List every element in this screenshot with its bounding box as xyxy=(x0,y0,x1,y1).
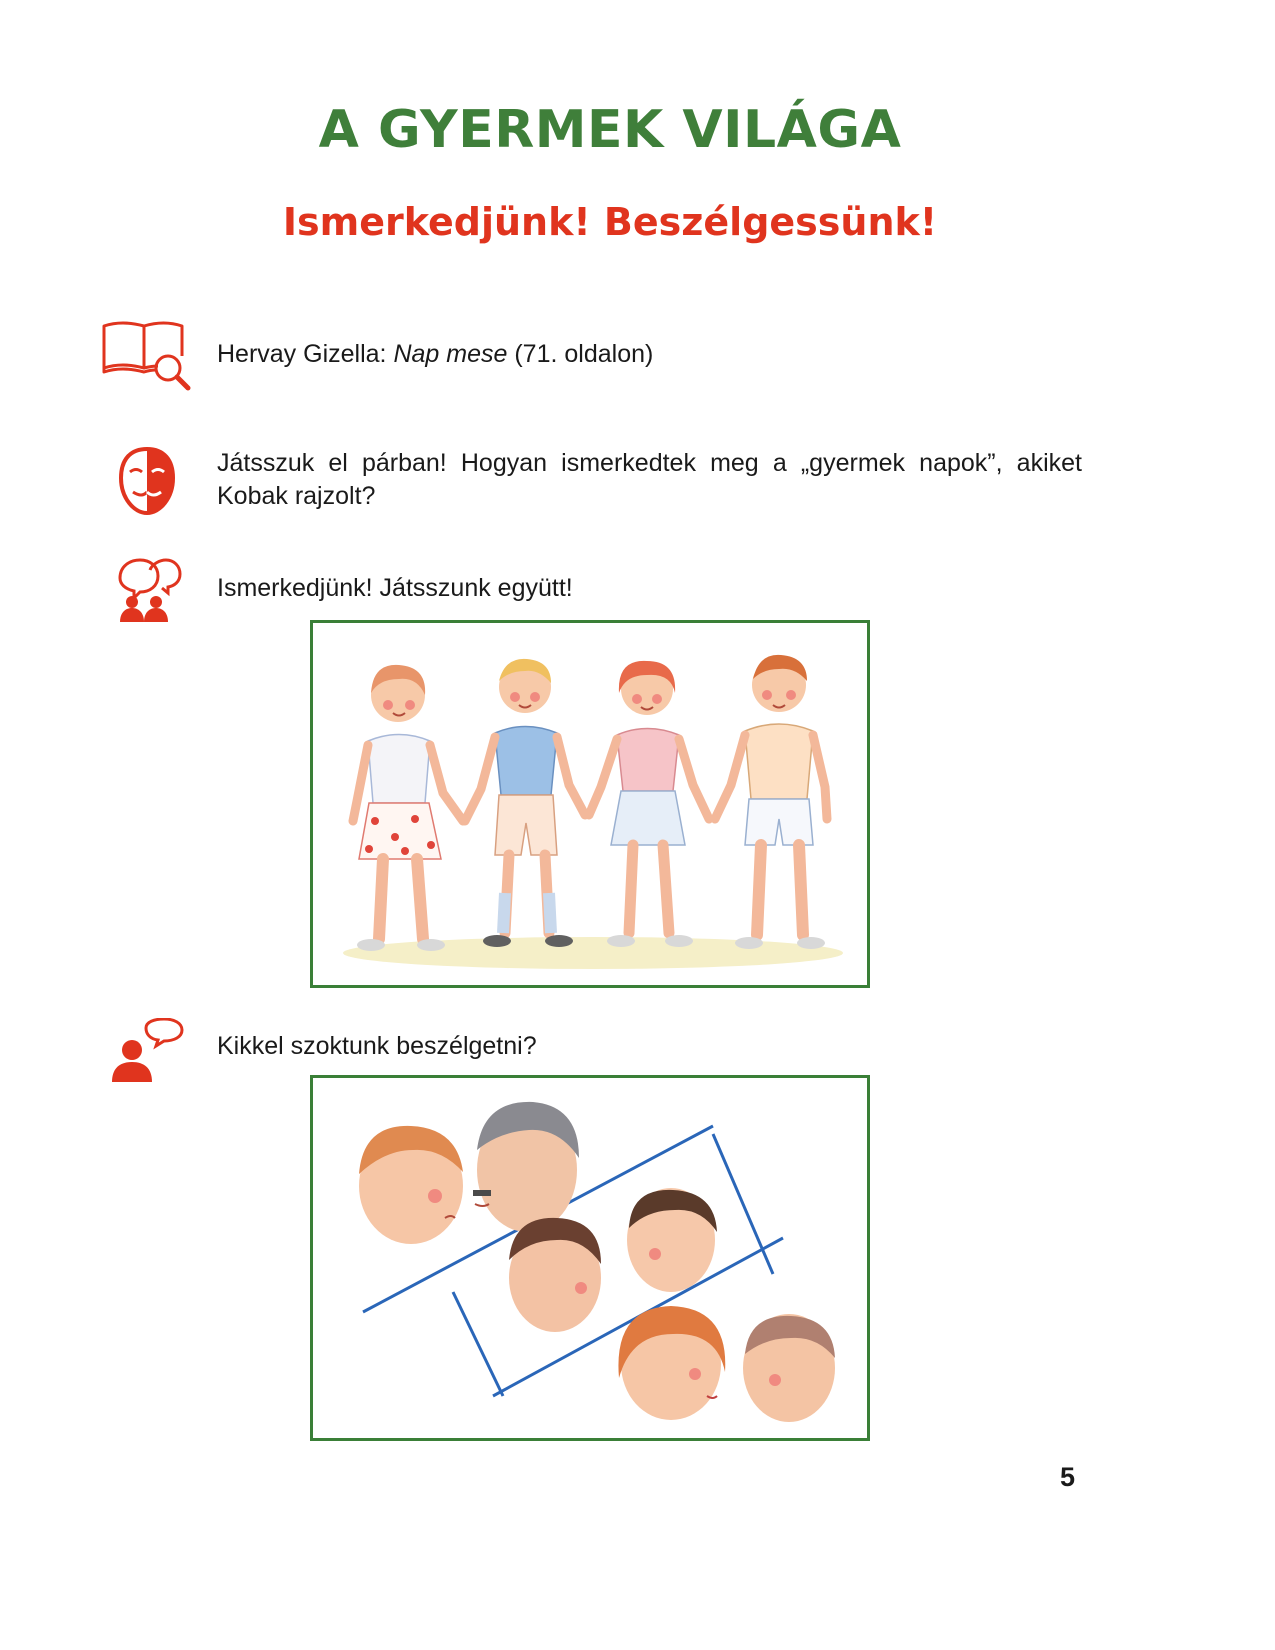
work-title: Nap mese xyxy=(393,340,508,368)
face-drawing xyxy=(743,1314,835,1422)
child-figure xyxy=(715,655,827,949)
page-title: A GYERMEK VILÁGA xyxy=(318,100,902,160)
person-speech-icon xyxy=(110,1018,184,1089)
faces-conversation-picture xyxy=(310,1075,870,1441)
face-drawing xyxy=(509,1218,601,1332)
face-drawing xyxy=(473,1102,579,1232)
roleplay-task: Játsszuk el párban! Hogyan ismerkedtek meg a „gyermek napok”, akiket Kobak rajzolt? xyxy=(217,449,1082,510)
face-drawing xyxy=(359,1126,463,1244)
play-together-task: Ismerkedjünk! Játsszunk együtt! xyxy=(217,574,573,602)
reading-reference xyxy=(217,338,653,371)
page-subtitle: Ismerkedjünk! Beszélgessünk! xyxy=(282,200,938,244)
face-drawing xyxy=(618,1306,725,1420)
face-drawing xyxy=(627,1188,717,1292)
conversation-task: Kikkel szoktunk beszélgetni? xyxy=(217,1032,537,1060)
theater-mask-icon xyxy=(118,446,176,521)
child-figure xyxy=(465,659,585,947)
page-reference: (71. oldalon) xyxy=(507,340,654,368)
group-discussion-icon xyxy=(112,556,182,631)
child-figure xyxy=(353,665,463,951)
children-holding-hands-picture xyxy=(310,620,870,988)
author-name: Hervay Gizella: xyxy=(217,340,394,368)
child-figure xyxy=(589,661,709,947)
page-number: 5 xyxy=(1060,1462,1076,1492)
book-magnifier-icon xyxy=(100,318,192,399)
